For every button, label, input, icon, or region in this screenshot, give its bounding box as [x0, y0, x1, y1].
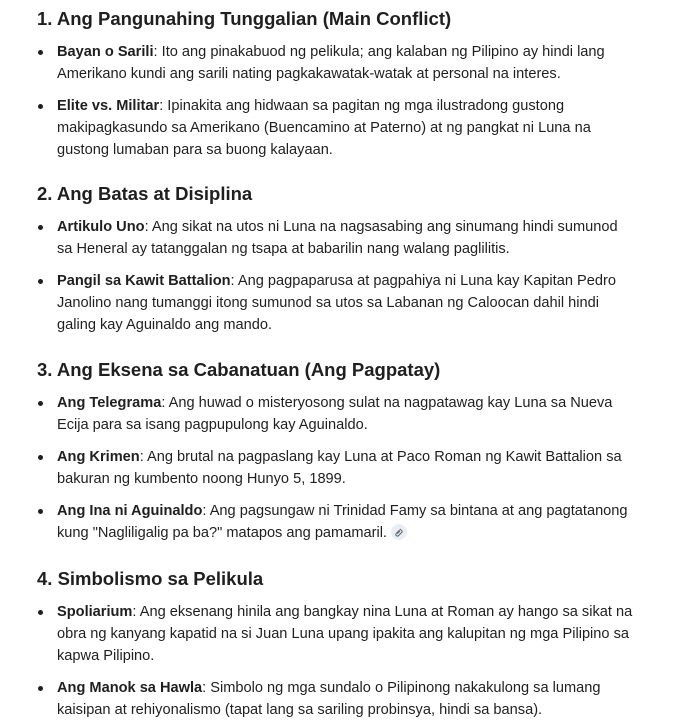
item-text: : Ang pagsungaw ni Trinidad Famy sa bintana at ang pagtatanong kung "Nagliligalig pa ba?" matapos ang pamamaril. [57, 503, 628, 541]
bullet-list [37, 216, 637, 336]
section-symbolism [37, 567, 637, 721]
bullet-dot [38, 50, 43, 55]
section-cabanatuan-scene [37, 358, 637, 544]
section-title: 1. Ang Pangunahing Tunggalian (Main Conflict) [37, 8, 452, 29]
item-text: : Ang brutal na pagpaslang kay Luna at Paco Roman ng Kawit Battalion sa bakuran ng kumbento noong Hunyo 5, 1899. [57, 449, 622, 487]
bullet-dot [38, 401, 43, 406]
section-title: 3. Ang Eksena sa Cabanatuan (Ang Pagpatay) [37, 359, 441, 380]
section-title: 4. Simbolismo sa Pelikula [37, 568, 264, 589]
item-term: Pangil sa Kawit Battalion [57, 273, 231, 289]
list-item [37, 677, 637, 721]
list-item [37, 95, 637, 161]
list-item [37, 601, 637, 667]
item-term: Ang Krimen [57, 449, 140, 465]
list-item [37, 41, 637, 85]
source-link-chip[interactable] [391, 524, 407, 540]
item-text: : Ang eksenang hinila ang bangkay nina Luna at Roman ay hango sa sikat na obra ng kanyang kapatid na si Juan Luna upang ipakita ang kalupitan ng mga Pilipino sa kapwa Pilipino. [57, 604, 633, 664]
bullet-dot [38, 686, 43, 691]
item-term: Ang Manok sa Hawla [57, 680, 203, 696]
list-item [37, 270, 637, 336]
list-item [37, 500, 637, 544]
item-term: Ang Ina ni Aguinaldo [57, 503, 203, 519]
section-law-discipline [37, 182, 637, 336]
item-term: Bayan o Sarili [57, 44, 154, 60]
item-term: Ang Telegrama [57, 395, 162, 411]
bullet-dot [38, 104, 43, 109]
bullet-dot [38, 509, 43, 514]
bullet-list [37, 601, 637, 721]
item-text: : Ang huwad o misteryosong sulat na nagpatawag kay Luna sa Nueva Ecija para sa isang pagpupulong kay Aguinaldo. [57, 395, 613, 433]
list-item [37, 216, 637, 260]
section-main-conflict [37, 7, 637, 161]
item-text: : Ito ang pinakabuod ng pelikula; ang kalaban ng Pilipino ay hindi lang Amerikano kundi ang sarili nating pagkakawatak-watak at personal na interes. [57, 44, 605, 82]
item-text: : Ang pagpaparusa at pagpahiya ni Luna kay Kapitan Pedro Janolino nang tumanggi itong sumunod sa utos sa Labanan ng Caloocan dahil hindi galing kay Aguinaldo ang mando. [57, 273, 616, 333]
bullet-dot [38, 279, 43, 284]
item-text: : Ipinakita ang hidwaan sa pagitan ng mga ilustradong gustong makipagkasundo sa Amerikano (Buencamino at Paterno) at ng pangkat ni Luna na gustong lumaban para sa buong kalayaan. [57, 98, 591, 158]
item-term: Artikulo Uno [57, 219, 145, 235]
list-item [37, 392, 637, 436]
bullet-list [37, 41, 637, 161]
bullet-dot [38, 225, 43, 230]
section-title: 2. Ang Batas at Disiplina [37, 183, 253, 204]
bullet-list [37, 392, 637, 544]
item-text: : Ang sikat na utos ni Luna na nagsasabing ang sinumang hindi sumunod sa Heneral ay tatanggalan ng tsapa at babarilin nang walang paglilitis. [57, 219, 618, 257]
bullet-dot [38, 610, 43, 615]
list-item [37, 446, 637, 490]
item-term: Spoliarium [57, 604, 133, 620]
bullet-dot [38, 455, 43, 460]
item-text: : Simbolo ng mga sundalo o Pilipinong nakakulong sa lumang kaisipan at rehiyonalismo (tapat lang sa sariling probinsya, hindi sa bansa). [57, 680, 601, 718]
link-icon [394, 527, 404, 537]
item-term: Elite vs. Militar [57, 98, 160, 114]
